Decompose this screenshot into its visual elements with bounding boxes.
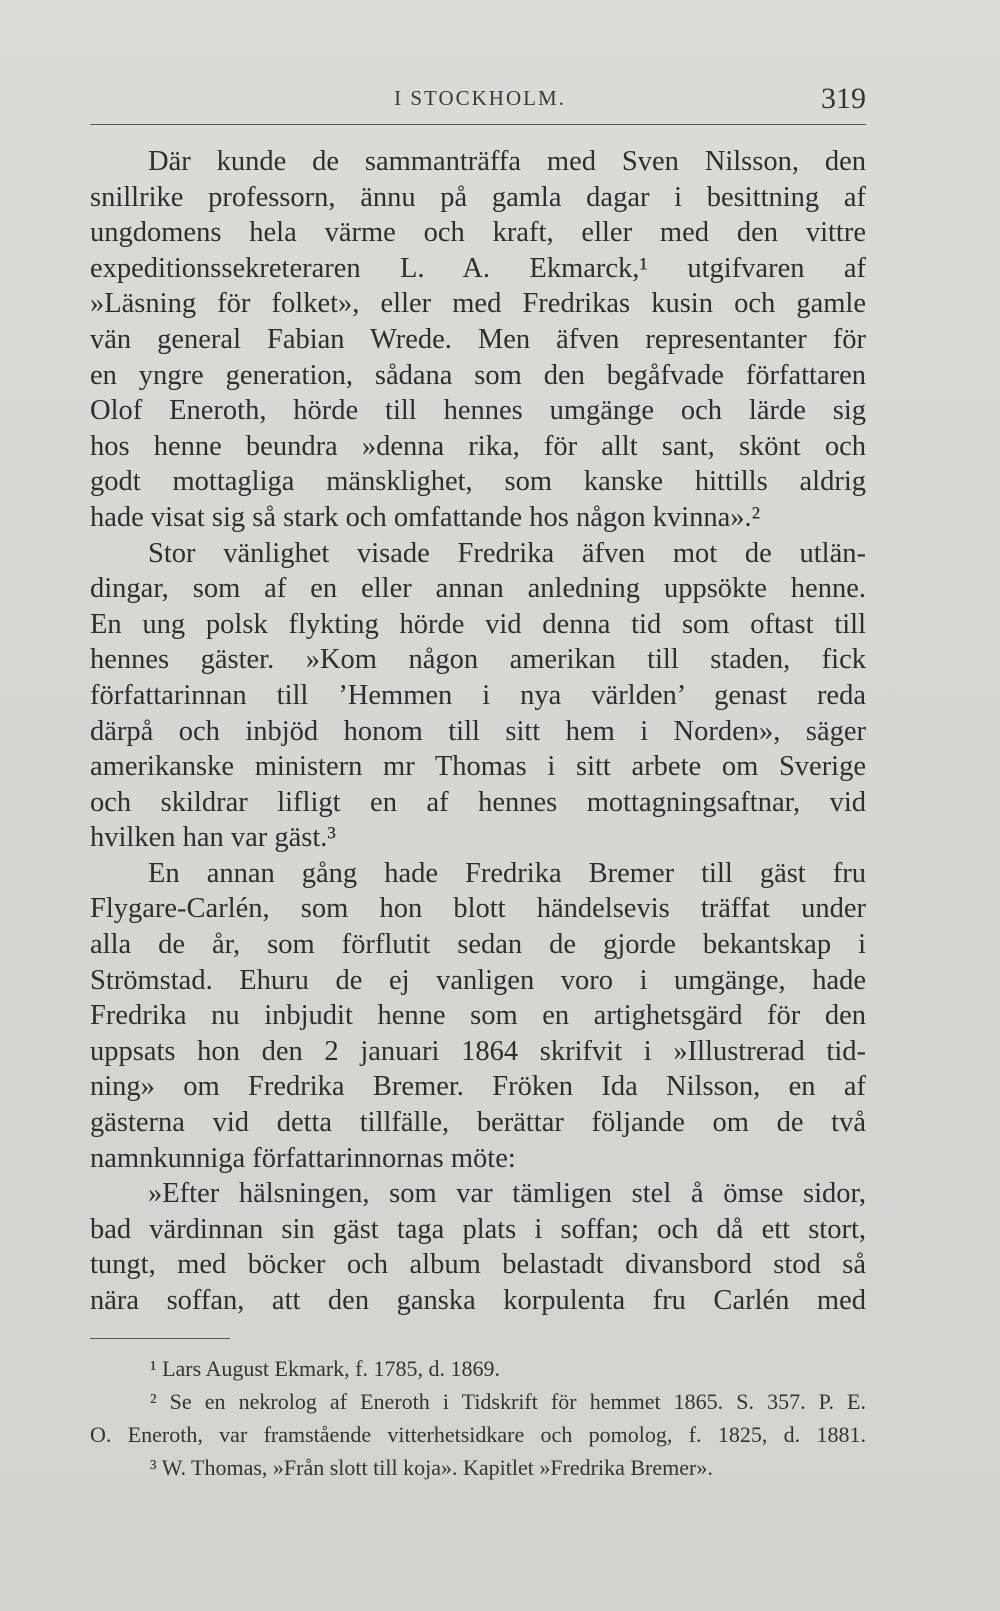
body-line: Olof Eneroth, hörde till hennes umgänge och lärde sig bbox=[90, 395, 866, 427]
body-line: »Läsning för folket», eller med Fredrikas kusin och gamle bbox=[90, 288, 866, 320]
body-line: alla de år, som förflutit sedan de gjorde bekantskap i bbox=[90, 929, 866, 961]
body-line: ungdomens hela värme och kraft, eller med den vittre bbox=[90, 217, 866, 249]
body-line: bad värdinnan sin gäst taga plats i soffan; och då ett stort, bbox=[90, 1213, 866, 1245]
body-line: vän general Fabian Wrede. Men äfven representanter för bbox=[90, 323, 866, 355]
header-rule bbox=[90, 124, 866, 125]
body-line: expeditionssekreteraren L. A. Ekmarck,¹ utgifvaren af bbox=[90, 252, 866, 284]
footnote-rule bbox=[90, 1338, 230, 1339]
body-line: hennes gäster. »Kom någon amerikan till staden, fick bbox=[90, 644, 866, 676]
body-line: Flygare-Carlén, som hon blott händelsevis träffat under bbox=[90, 893, 866, 925]
footnote-line: ³ W. Thomas, »Från slott till koja». Kapitlet »Fredrika Bremer». bbox=[150, 1455, 713, 1480]
body-line: En annan gång hade Fredrika Bremer till gäst fru bbox=[148, 857, 866, 889]
body-line: nära soffan, att den ganska korpulenta fru Carlén med bbox=[90, 1285, 866, 1316]
body-line: godt mottagliga mänsklighet, som kanske hittills aldrig bbox=[90, 466, 866, 498]
body-line: Strömstad. Ehuru de ej vanligen voro i umgänge, hade bbox=[90, 964, 866, 996]
body-line: författarinnan till ’Hemmen i nya världen’ genast reda bbox=[90, 679, 866, 711]
body-line: hvilken han var gäst.³ bbox=[90, 822, 336, 854]
body-line: gästerna vid detta tillfälle, berättar följande om de två bbox=[90, 1107, 866, 1139]
body-line: därpå och inbjöd honom till sitt hem i Norden», säger bbox=[90, 715, 866, 747]
running-head bbox=[90, 82, 870, 122]
body-line: dingar, som af en eller annan anledning uppsökte henne. bbox=[90, 573, 866, 605]
body-line: ning» om Fredrika Bremer. Fröken Ida Nilsson, en af bbox=[90, 1071, 866, 1103]
body-line: en yngre generation, sådana som den begåfvade författaren bbox=[90, 359, 866, 391]
body-line: Stor vänlighet visade Fredrika äfven mot de utlän- bbox=[148, 537, 866, 569]
body-line: tungt, med böcker och album belastadt divansbord stod så bbox=[90, 1249, 866, 1281]
body-text bbox=[90, 144, 866, 1319]
body-line: Där kunde de sammanträffa med Sven Nilsson, den bbox=[148, 146, 866, 177]
body-line: amerikanske ministern mr Thomas i sitt arbete om Sverige bbox=[90, 751, 866, 783]
body-line: uppsats hon den 2 januari 1864 skrifvit i »Illustrerad tid- bbox=[90, 1035, 866, 1067]
body-line: »Efter hälsningen, som var tämligen stel å ömse sidor, bbox=[148, 1178, 866, 1210]
body-line: snillrike professorn, ännu på gamla dagar i besittning af bbox=[90, 181, 866, 213]
footnote-line: O. Eneroth, var framstående vitterhetsidkare och pomolog, f. 1825, d. 1881. bbox=[90, 1422, 866, 1447]
body-line: Fredrika nu inbjudit henne som en artighetsgärd för den bbox=[90, 1000, 866, 1032]
footnotes bbox=[90, 1352, 866, 1484]
body-line: En ung polsk flykting hörde vid denna tid som oftast till bbox=[90, 608, 866, 640]
page-number: 319 bbox=[821, 82, 866, 115]
body-line: hade visat sig så stark och omfattande hos någon kvinna».² bbox=[90, 501, 761, 533]
running-title: I STOCKHOLM. bbox=[394, 86, 566, 110]
body-line: namnkunniga författarinnornas möte: bbox=[90, 1142, 516, 1174]
footnote-line: ² Se en nekrolog af Eneroth i Tidskrift för hemmet 1865. S. 357. P. E. bbox=[150, 1389, 866, 1414]
body-line: hos henne beundra »denna rika, för allt sant, skönt och bbox=[90, 430, 866, 462]
body-line: och skildrar lifligt en af hennes mottagningsaftnar, vid bbox=[90, 786, 866, 818]
footnote-line: ¹ Lars August Ekmark, f. 1785, d. 1869. bbox=[150, 1356, 501, 1381]
